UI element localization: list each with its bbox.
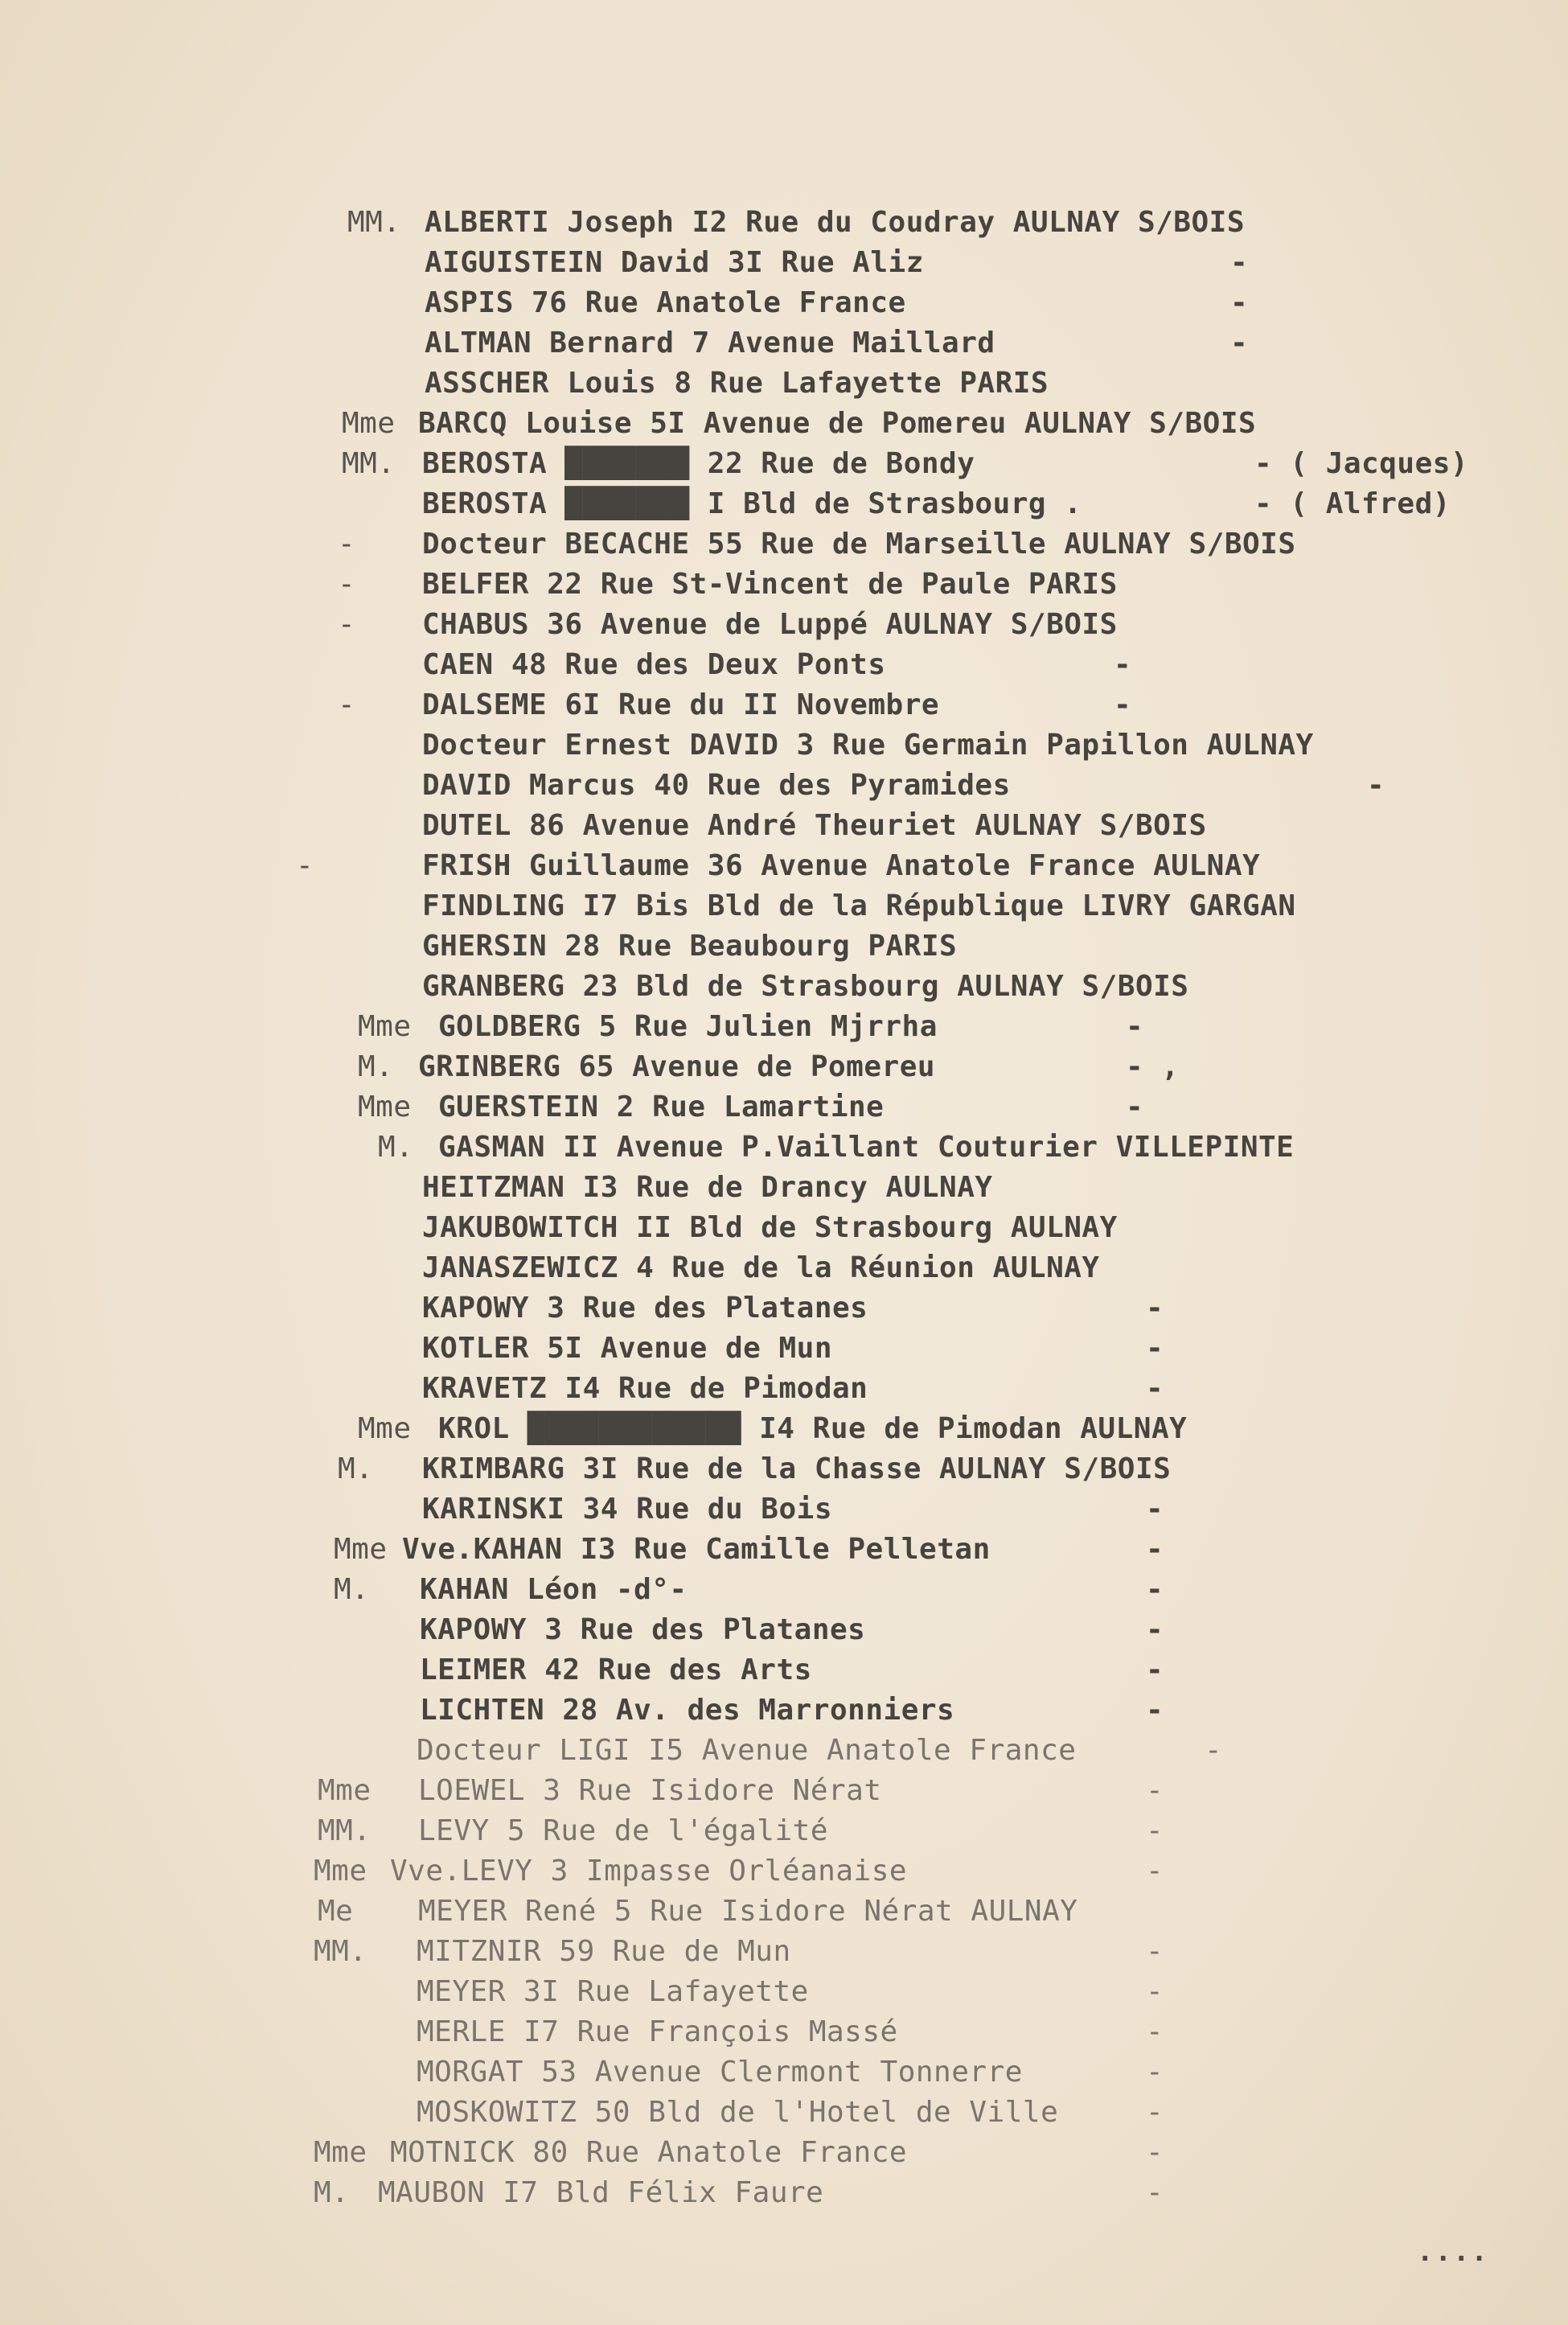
continuation-mark: .... (1417, 2236, 1489, 2268)
list-item (0, 524, 1568, 565)
entry-text: JAKUBOWITCH II Bld de Strasbourg AULNAY (422, 1211, 1118, 1244)
entry-text: MEYER René 5 Rue Isidore Nérat AULNAY (418, 1895, 1078, 1928)
list-item (0, 1932, 1568, 1972)
entry-text: LEVY 5 Rue de l'égalité (418, 1814, 828, 1847)
entry-text: AIGUISTEIN David 3I Rue Aliz (425, 246, 924, 279)
list-item (0, 565, 1568, 605)
entry-ditto: - (1146, 1774, 1164, 1807)
list-item (0, 685, 1568, 725)
list-item (0, 1530, 1568, 1570)
entry-text: KARINSKI 34 Rue du Bois (422, 1493, 832, 1526)
entry-text: JANASZEWICZ 4 Rue de la Réunion AULNAY (422, 1251, 1100, 1284)
list-item (0, 1650, 1568, 1690)
entry-ditto: - (1146, 2015, 1164, 2048)
entry-text: GOLDBERG 5 Rue Julien Mjrrha (438, 1010, 938, 1043)
entry-ditto: - (1230, 286, 1249, 319)
entry-text: DAVID Marcus 40 Rue des Pyramides (422, 769, 1011, 802)
list-item (0, 1771, 1568, 1811)
entry-title: MM. (347, 206, 401, 239)
entry-text: FINDLING I7 Bis Bld de la République LIVRY GARGAN (422, 889, 1296, 922)
entry-ditto: - (1126, 1091, 1144, 1123)
entry-ditto: - (1367, 769, 1385, 802)
entry-text: BARCQ Louise 5I Avenue de Pomereu AULNAY S/BOIS (418, 407, 1257, 440)
entry-ditto: - (1146, 2096, 1164, 2129)
entry-text: Vve.LEVY 3 Impasse Orléanaise (390, 1855, 908, 1888)
entry-text: MERLE I7 Rue François Massé (417, 2015, 898, 2048)
list-item (0, 1610, 1568, 1650)
list-item (0, 243, 1568, 283)
list-item (0, 2012, 1568, 2052)
entry-text: GUERSTEIN 2 Rue Lamartine (438, 1091, 885, 1123)
entry-text: LEIMER 42 Rue des Arts (420, 1653, 812, 1686)
entry-text: CAEN 48 Rue des Deux Ponts (422, 648, 886, 681)
entry-ditto: - (1146, 1935, 1164, 1968)
entry-ditto: - (1146, 1332, 1164, 1365)
entry-ditto: - (1146, 2176, 1164, 2209)
entry-text: GHERSIN 28 Rue Beaubourg PARIS (422, 930, 958, 963)
list-item (0, 1168, 1568, 1208)
entry-text: ALBERTI Joseph I2 Rue du Coudray AULNAY S/BOIS (425, 206, 1245, 239)
entry-title: M. (378, 1131, 414, 1164)
entry-ditto: - (1146, 1613, 1164, 1646)
entry-title: M. (338, 1452, 374, 1485)
entry-text: KAHAN Léon -d°- (420, 1573, 688, 1606)
entry-ditto: - ( Alfred) (1254, 487, 1451, 520)
entry-text: KRIMBARG 3I Rue de la Chasse AULNAY S/BOIS (422, 1452, 1172, 1485)
list-item (0, 926, 1568, 967)
entry-title: - (338, 608, 356, 641)
entry-title: Mme (334, 1533, 388, 1566)
entry-ditto: - (1146, 1975, 1164, 2008)
entry-title: Mme (342, 407, 396, 440)
entry-title: MM. (342, 447, 396, 480)
entry-title: Mme (358, 1010, 412, 1043)
entry-ditto: - (1205, 1734, 1223, 1767)
list-item (0, 1972, 1568, 2012)
entry-text: MOTNICK 80 Rue Anatole France (390, 2136, 908, 2169)
entry-text: ALTMAN Bernard 7 Avenue Maillard (425, 327, 995, 359)
list-item (0, 1087, 1568, 1128)
entry-title: - (296, 849, 314, 882)
entry-ditto: - (1146, 1493, 1164, 1526)
list-item (0, 283, 1568, 323)
entry-ditto: - (1146, 2136, 1164, 2169)
entry-title: Mme (318, 1774, 371, 1807)
entry-ditto: - (1146, 1694, 1164, 1727)
list-item (0, 1409, 1568, 1449)
entry-ditto: - (1146, 1573, 1164, 1606)
entry-text: KRAVETZ I4 Rue de Pimodan (422, 1372, 868, 1405)
entry-ditto: - , (1126, 1050, 1180, 1083)
list-item (0, 1851, 1568, 1892)
entry-text: KAPOWY 3 Rue des Platanes (422, 1292, 868, 1325)
list-item (0, 1047, 1568, 1087)
entry-ditto: - (1146, 1533, 1164, 1566)
list-item (0, 1208, 1568, 1248)
list-item (0, 725, 1568, 766)
list-item (0, 1811, 1568, 1851)
entry-text: KROL ████████████ I4 Rue de Pimodan AULNAY (438, 1412, 1188, 1445)
entry-ditto: - (1146, 1372, 1164, 1405)
list-item (0, 1731, 1568, 1771)
list-item (0, 886, 1568, 926)
entry-text: BELFER 22 Rue St-Vincent de Paule PARIS (422, 568, 1118, 601)
list-item (0, 605, 1568, 645)
list-item (0, 1892, 1568, 1932)
list-item (0, 323, 1568, 364)
list-item (0, 806, 1568, 846)
entry-text: KAPOWY 3 Rue des Platanes (420, 1613, 866, 1646)
entry-text: GRANBERG 23 Bld de Strasbourg AULNAY S/BOIS (422, 970, 1189, 1003)
list-item (0, 1690, 1568, 1731)
entry-ditto: - (1230, 246, 1249, 279)
entry-text: BEROSTA ███████ 22 Rue de Bondy (422, 447, 975, 480)
entry-ditto: - (1230, 327, 1249, 359)
entry-title: - (338, 688, 356, 721)
entry-title: Mme (358, 1091, 412, 1123)
list-item (0, 766, 1568, 806)
list-item (0, 1489, 1568, 1530)
entry-ditto: - (1146, 2056, 1164, 2089)
list-item (0, 2133, 1568, 2173)
entry-text: MEYER 3I Rue Lafayette (417, 1975, 809, 2008)
entry-text: ASPIS 76 Rue Anatole France (425, 286, 906, 319)
list-item (0, 1329, 1568, 1369)
entry-title: Me (318, 1895, 354, 1928)
entry-ditto: - (1146, 1814, 1164, 1847)
list-item (0, 2052, 1568, 2093)
entry-ditto: - (1114, 648, 1132, 681)
list-item (0, 203, 1568, 243)
list-item (0, 1007, 1568, 1047)
list-item (0, 1128, 1568, 1168)
entry-text: MITZNIR 59 Rue de Mun (417, 1935, 791, 1968)
entry-text: CHABUS 36 Avenue de Luppé AULNAY S/BOIS (422, 608, 1118, 641)
entry-title: Mme (358, 1412, 412, 1445)
entry-text: KOTLER 5I Avenue de Mun (422, 1332, 832, 1365)
entry-ditto: - (1114, 688, 1132, 721)
entry-title: Mme (314, 1855, 367, 1888)
entry-text: BEROSTA ███████ I Bld de Strasbourg . (422, 487, 1082, 520)
entry-text: FRISH Guillaume 36 Avenue Anatole France AULNAY (422, 849, 1261, 882)
entry-ditto: - ( Jacques) (1254, 447, 1469, 480)
list-item (0, 846, 1568, 886)
list-item (0, 2093, 1568, 2133)
entry-text: MAUBON I7 Bld Félix Faure (378, 2176, 824, 2209)
list-item (0, 2173, 1568, 2213)
entry-text: Docteur Ernest DAVID 3 Rue Germain Papillon AULNAY (422, 729, 1314, 762)
list-item (0, 364, 1568, 404)
list-item (0, 404, 1568, 444)
list-item (0, 1248, 1568, 1288)
list-item (0, 1449, 1568, 1489)
list-item (0, 484, 1568, 524)
entry-text: GASMAN II Avenue P.Vaillant Couturier VILLEPINTE (438, 1131, 1295, 1164)
list-item (0, 444, 1568, 484)
entry-text: LOEWEL 3 Rue Isidore Nérat (418, 1774, 882, 1807)
entry-ditto: - (1146, 1292, 1164, 1325)
list-item (0, 1369, 1568, 1409)
list-item (0, 1570, 1568, 1610)
entry-text: GRINBERG 65 Avenue de Pomereu (418, 1050, 936, 1083)
entry-title: M. (334, 1573, 370, 1606)
entry-text: DALSEME 6I Rue du II Novembre (422, 688, 940, 721)
entry-text: LICHTEN 28 Av. des Marronniers (420, 1694, 955, 1727)
entry-text: MORGAT 53 Avenue Clermont Tonnerre (417, 2056, 1023, 2089)
entry-ditto: - (1126, 1010, 1144, 1043)
list-item (0, 967, 1568, 1007)
entry-text: Docteur LIGI I5 Avenue Anatole France (417, 1734, 1077, 1767)
entry-title: M. (314, 2176, 350, 2209)
entry-text: HEITZMAN I3 Rue de Drancy AULNAY (422, 1171, 993, 1204)
entry-title: MM. (314, 1935, 367, 1968)
entry-text: Docteur BECACHE 55 Rue de Marseille AULNAY S/BOIS (422, 528, 1296, 561)
entry-title: Mme (314, 2136, 367, 2169)
list-item (0, 645, 1568, 685)
entry-title: MM. (318, 1814, 371, 1847)
entry-text: ASSCHER Louis 8 Rue Lafayette PARIS (425, 367, 1049, 400)
entry-text: MOSKOWITZ 50 Bld de l'Hotel de Ville (417, 2096, 1059, 2129)
entry-ditto: - (1146, 1653, 1164, 1686)
entry-title: - (338, 528, 356, 561)
entry-ditto: - (1146, 1855, 1164, 1888)
entry-title: M. (358, 1050, 394, 1083)
entry-text: Vve.KAHAN I3 Rue Camille Pelletan (402, 1533, 991, 1566)
entry-text: DUTEL 86 Avenue André Theuriet AULNAY S/BOIS (422, 809, 1207, 842)
entry-title: - (338, 568, 356, 601)
list-item (0, 1288, 1568, 1329)
